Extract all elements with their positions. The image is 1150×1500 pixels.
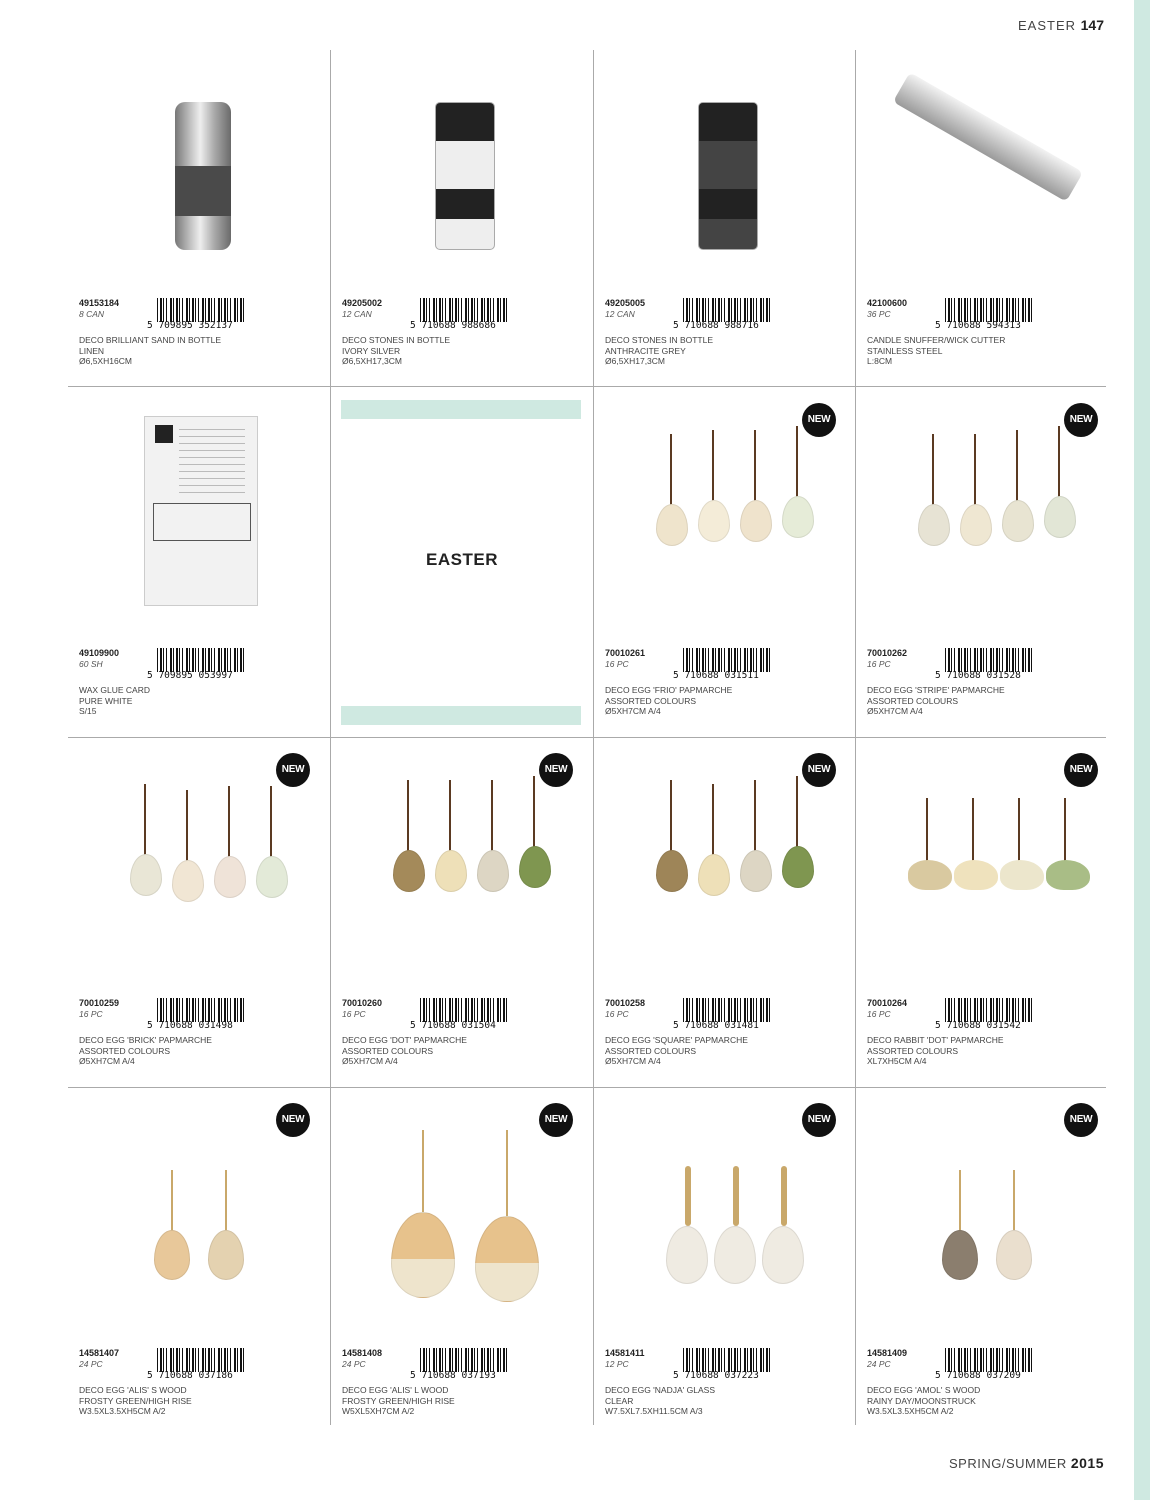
desc-line: LINEN bbox=[79, 345, 105, 356]
egg bbox=[918, 504, 950, 546]
product-code: 14581408 bbox=[342, 1348, 383, 1358]
new-badge: NEW bbox=[802, 753, 836, 787]
barcode bbox=[147, 1348, 247, 1382]
jute-cord bbox=[781, 1166, 787, 1226]
new-badge: NEW bbox=[802, 1103, 836, 1137]
product-qty: 16 PC bbox=[79, 1009, 103, 1019]
barcode-bars bbox=[683, 1348, 771, 1372]
product-grid bbox=[68, 50, 1106, 1425]
hanging-string bbox=[1018, 798, 1020, 864]
barcode bbox=[410, 298, 510, 332]
barcode-number: 5 710688 037186 bbox=[147, 1370, 233, 1381]
product-description bbox=[867, 1035, 1107, 1067]
barcode bbox=[147, 648, 247, 682]
product-code: 49205002 bbox=[342, 298, 383, 308]
hanging-string bbox=[1064, 798, 1066, 864]
barcode-bars bbox=[945, 998, 1033, 1022]
egg bbox=[656, 850, 688, 892]
new-badge: NEW bbox=[1064, 753, 1098, 787]
desc-line: DECO EGG 'AMOL' S WOOD bbox=[867, 1385, 981, 1395]
product-qty: 24 PC bbox=[79, 1359, 103, 1369]
product-qty: 16 PC bbox=[342, 1009, 366, 1019]
bottle bbox=[175, 102, 231, 250]
desc-line: S/15 bbox=[79, 706, 97, 716]
wood-egg bbox=[942, 1230, 978, 1280]
barcode-number: 5 710688 037193 bbox=[410, 1370, 496, 1381]
product-qty: 16 PC bbox=[605, 1009, 629, 1019]
hanging-string bbox=[972, 798, 974, 864]
rabbit bbox=[954, 860, 998, 890]
barcode bbox=[935, 298, 1035, 332]
product-card[interactable] bbox=[856, 1100, 1118, 1450]
desc-line: W3.5XL3.5XH5CM A/2 bbox=[79, 1406, 166, 1416]
hanging-string bbox=[712, 784, 714, 856]
product-card[interactable] bbox=[856, 50, 1118, 400]
egg bbox=[782, 846, 814, 888]
product-description bbox=[605, 1035, 845, 1067]
product-image bbox=[868, 58, 1106, 290]
product-qty: 12 CAN bbox=[605, 309, 635, 319]
product-description bbox=[79, 685, 319, 717]
product-info bbox=[342, 1348, 582, 1417]
page-footer bbox=[949, 1455, 1104, 1471]
egg bbox=[519, 846, 551, 888]
barcode-bars bbox=[945, 298, 1033, 322]
barcode bbox=[410, 1348, 510, 1382]
product-code: 49109900 bbox=[79, 648, 120, 658]
desc-line: DECO EGG 'FRIO' PAPMARCHE bbox=[605, 685, 733, 695]
new-badge: NEW bbox=[1064, 403, 1098, 437]
barcode bbox=[673, 1348, 773, 1382]
product-qty: 16 PC bbox=[605, 659, 629, 669]
barcode-number: 5 710688 037209 bbox=[935, 1370, 1021, 1381]
product-image bbox=[343, 1108, 581, 1340]
wood-egg bbox=[154, 1230, 190, 1280]
desc-line: FROSTY GREEN/HIGH RISE bbox=[342, 1395, 455, 1406]
barcode-number: 5 710688 031511 bbox=[673, 670, 759, 681]
desc-line: XL7XH5CM A/4 bbox=[867, 1056, 927, 1066]
product-image bbox=[868, 1108, 1106, 1340]
banner-stripe-top bbox=[341, 400, 581, 419]
product-info bbox=[342, 298, 582, 367]
jute-cord bbox=[685, 1166, 691, 1226]
desc-line: Ø5XH7CM A/4 bbox=[867, 706, 923, 716]
product-info bbox=[79, 648, 319, 717]
desc-line: DECO RABBIT 'DOT' PAPMARCHE bbox=[867, 1035, 1004, 1045]
egg bbox=[782, 496, 814, 538]
glue-card bbox=[144, 416, 258, 606]
desc-line: Ø5XH7CM A/4 bbox=[605, 1056, 661, 1066]
barcode bbox=[147, 298, 247, 332]
hanging-string bbox=[754, 780, 756, 852]
egg bbox=[477, 850, 509, 892]
product-image bbox=[606, 408, 844, 640]
barcode bbox=[935, 998, 1035, 1032]
egg bbox=[214, 856, 246, 898]
page-number: 147 bbox=[1080, 17, 1104, 33]
desc-line: DECO EGG 'ALIS' S WOOD bbox=[79, 1385, 187, 1395]
desc-line: WAX GLUE CARD bbox=[79, 685, 151, 695]
desc-line: W3.5XL3.5XH5CM A/2 bbox=[867, 1406, 954, 1416]
banner-stripe-bottom bbox=[341, 706, 581, 725]
side-accent-stripe bbox=[1134, 0, 1150, 1500]
desc-line: DECO EGG 'NADJA' GLASS bbox=[605, 1385, 715, 1395]
hanging-string bbox=[144, 784, 146, 856]
egg bbox=[698, 854, 730, 896]
barcode bbox=[673, 648, 773, 682]
rabbit bbox=[1046, 860, 1090, 890]
barcode-bars bbox=[420, 298, 508, 322]
new-badge: NEW bbox=[539, 1103, 573, 1137]
product-image bbox=[80, 408, 318, 640]
desc-line: Ø5XH7CM A/4 bbox=[79, 1056, 135, 1066]
product-description bbox=[605, 685, 845, 717]
hanging-string bbox=[491, 780, 493, 852]
wood-egg bbox=[208, 1230, 244, 1280]
product-qty: 12 CAN bbox=[342, 309, 372, 319]
barcode-number: 5 710688 031481 bbox=[673, 1020, 759, 1031]
jute-string bbox=[225, 1170, 227, 1232]
desc-line: CLEAR bbox=[605, 1395, 634, 1406]
barcode-number: 5 710688 594313 bbox=[935, 320, 1021, 331]
product-info bbox=[867, 298, 1107, 367]
product-info bbox=[605, 1348, 845, 1417]
desc-line: CANDLE SNUFFER/WICK CUTTER bbox=[867, 335, 1006, 345]
hanging-string bbox=[407, 780, 409, 852]
egg bbox=[960, 504, 992, 546]
product-qty: 16 PC bbox=[867, 659, 891, 669]
product-qty: 60 SH bbox=[79, 659, 103, 669]
hanging-string bbox=[270, 786, 272, 858]
product-code: 14581407 bbox=[79, 1348, 120, 1358]
product-code: 70010264 bbox=[867, 998, 908, 1008]
product-qty: 12 PC bbox=[605, 1359, 629, 1369]
egg bbox=[698, 500, 730, 542]
product-image bbox=[868, 408, 1106, 640]
jar bbox=[698, 102, 758, 250]
product-description bbox=[605, 1385, 845, 1417]
barcode-bars bbox=[157, 998, 245, 1022]
desc-line: DECO EGG 'STRIPE' PAPMARCHE bbox=[867, 685, 1005, 695]
product-image bbox=[80, 1108, 318, 1340]
egg bbox=[172, 860, 204, 902]
new-badge: NEW bbox=[276, 753, 310, 787]
new-badge: NEW bbox=[539, 753, 573, 787]
barcode bbox=[935, 648, 1035, 682]
new-badge: NEW bbox=[802, 403, 836, 437]
barcode-number: 5 710688 037223 bbox=[673, 1370, 759, 1381]
desc-line: ASSORTED COLOURS bbox=[867, 695, 959, 706]
banner-title: EASTER bbox=[426, 550, 498, 569]
egg bbox=[435, 850, 467, 892]
barcode-bars bbox=[683, 298, 771, 322]
barcode-number: 5 710688 988716 bbox=[673, 320, 759, 331]
barcode-bars bbox=[420, 998, 508, 1022]
hanging-string bbox=[449, 780, 451, 852]
hanging-string bbox=[754, 430, 756, 502]
product-code: 70010262 bbox=[867, 648, 908, 658]
desc-line: ASSORTED COLOURS bbox=[605, 1045, 697, 1056]
barcode-bars bbox=[683, 648, 771, 672]
desc-line: ASSORTED COLOURS bbox=[605, 695, 697, 706]
product-description bbox=[79, 335, 319, 367]
product-qty: 8 CAN bbox=[79, 309, 105, 319]
rabbit bbox=[1000, 860, 1044, 890]
desc-line: Ø6,5XH17,3CM bbox=[342, 356, 402, 366]
barcode-bars bbox=[945, 1348, 1033, 1372]
barcode-bars bbox=[420, 1348, 508, 1372]
product-card[interactable] bbox=[68, 1100, 330, 1450]
product-card[interactable] bbox=[68, 750, 330, 1100]
jute-string bbox=[1013, 1170, 1015, 1232]
product-info bbox=[605, 648, 845, 717]
glass-egg bbox=[714, 1226, 756, 1284]
rabbit bbox=[908, 860, 952, 890]
hanging-string bbox=[974, 434, 976, 506]
product-description bbox=[867, 685, 1107, 717]
desc-line: DECO EGG 'ALIS' L WOOD bbox=[342, 1385, 449, 1395]
egg bbox=[740, 850, 772, 892]
product-card[interactable] bbox=[856, 400, 1118, 750]
product-image bbox=[606, 58, 844, 290]
product-info bbox=[867, 648, 1107, 717]
jute-string bbox=[959, 1170, 961, 1232]
egg bbox=[1044, 496, 1076, 538]
product-image bbox=[606, 758, 844, 990]
desc-line: L:8CM bbox=[867, 356, 893, 366]
easter-banner bbox=[331, 400, 593, 750]
egg bbox=[393, 850, 425, 892]
product-description bbox=[342, 335, 582, 367]
season-label: SPRING/SUMMER bbox=[948, 1456, 1067, 1471]
desc-line: PURE WHITE bbox=[79, 695, 133, 706]
desc-line: STAINLESS STEEL bbox=[867, 345, 943, 356]
egg bbox=[130, 854, 162, 896]
barcode-number: 5 710688 031542 bbox=[935, 1020, 1021, 1031]
product-card[interactable] bbox=[594, 1100, 856, 1450]
product-image bbox=[343, 58, 581, 290]
desc-line: DECO BRILLIANT SAND IN BOTTLE bbox=[79, 335, 222, 345]
product-info bbox=[605, 298, 845, 367]
desc-line: RAINY DAY/MOONSTRUCK bbox=[867, 1395, 976, 1406]
product-card[interactable] bbox=[68, 400, 330, 750]
product-image bbox=[868, 758, 1106, 990]
desc-line: Ø5XH7CM A/4 bbox=[342, 1056, 398, 1066]
desc-line: DECO EGG 'DOT' PAPMARCHE bbox=[342, 1035, 467, 1045]
desc-line: ASSORTED COLOURS bbox=[79, 1045, 171, 1056]
year-label: 2015 bbox=[1070, 1455, 1104, 1471]
section-name: EASTER bbox=[1018, 18, 1077, 33]
product-card[interactable] bbox=[856, 750, 1118, 1100]
barcode-number: 5 710688 031498 bbox=[147, 1020, 233, 1031]
product-description bbox=[605, 335, 845, 367]
product-code: 14581411 bbox=[605, 1348, 645, 1358]
desc-line: ASSORTED COLOURS bbox=[867, 1045, 959, 1056]
egg bbox=[656, 504, 688, 546]
wood-egg bbox=[391, 1212, 455, 1298]
jute-cord bbox=[733, 1166, 739, 1226]
product-card[interactable] bbox=[331, 1100, 593, 1450]
barcode bbox=[410, 998, 510, 1032]
product-info bbox=[867, 1348, 1107, 1417]
product-info bbox=[79, 998, 319, 1067]
product-description bbox=[867, 1385, 1107, 1417]
product-qty: 24 PC bbox=[342, 1359, 366, 1369]
barcode-number: 5 709895 352137 bbox=[147, 320, 233, 331]
product-image bbox=[343, 758, 581, 990]
jute-string bbox=[171, 1170, 173, 1232]
hanging-string bbox=[796, 776, 798, 848]
hanging-string bbox=[186, 790, 188, 862]
product-info bbox=[79, 1348, 319, 1417]
hanging-string bbox=[533, 776, 535, 848]
product-code: 49205005 bbox=[605, 298, 646, 308]
desc-line: DECO EGG 'SQUARE' PAPMARCHE bbox=[605, 1035, 748, 1045]
desc-line: IVORY SILVER bbox=[342, 345, 401, 356]
product-code: 42100600 bbox=[867, 298, 908, 308]
barcode bbox=[147, 998, 247, 1032]
product-card[interactable] bbox=[331, 50, 593, 400]
product-card[interactable] bbox=[594, 750, 856, 1100]
desc-line: Ø6,5XH17,3CM bbox=[605, 356, 665, 366]
product-code: 70010260 bbox=[342, 998, 383, 1008]
barcode-number: 5 710688 988686 bbox=[410, 320, 496, 331]
product-qty: 16 PC bbox=[867, 1009, 891, 1019]
barcode-bars bbox=[683, 998, 771, 1022]
product-image bbox=[80, 58, 318, 290]
product-info bbox=[79, 298, 319, 367]
product-code: 49153184 bbox=[79, 298, 120, 308]
wood-egg bbox=[996, 1230, 1032, 1280]
barcode-bars bbox=[157, 1348, 245, 1372]
product-code: 70010259 bbox=[79, 998, 120, 1008]
product-image bbox=[80, 758, 318, 990]
barcode-bars bbox=[157, 648, 245, 672]
wood-egg bbox=[475, 1216, 539, 1302]
product-card[interactable] bbox=[331, 750, 593, 1100]
barcode bbox=[673, 298, 773, 332]
glass-egg bbox=[762, 1226, 804, 1284]
snuffer bbox=[893, 72, 1083, 201]
desc-line: W5XL5XH7CM A/2 bbox=[342, 1406, 415, 1416]
hanging-string bbox=[1058, 426, 1060, 498]
product-description bbox=[342, 1385, 582, 1417]
product-description bbox=[342, 1035, 582, 1067]
barcode-number: 5 710688 031528 bbox=[935, 670, 1021, 681]
desc-line: DECO STONES IN BOTTLE bbox=[605, 335, 714, 345]
desc-line: DECO EGG 'BRICK' PAPMARCHE bbox=[79, 1035, 212, 1045]
hanging-string bbox=[1016, 430, 1018, 502]
hanging-string bbox=[228, 786, 230, 858]
egg bbox=[1002, 500, 1034, 542]
barcode-number: 5 710688 031504 bbox=[410, 1020, 496, 1031]
hanging-string bbox=[712, 430, 714, 502]
barcode-bars bbox=[157, 298, 245, 322]
product-card[interactable] bbox=[594, 400, 856, 750]
product-code: 70010258 bbox=[605, 998, 646, 1008]
desc-line: Ø5XH7CM A/4 bbox=[605, 706, 661, 716]
egg bbox=[256, 856, 288, 898]
desc-line: DECO STONES IN BOTTLE bbox=[342, 335, 451, 345]
desc-line: FROSTY GREEN/HIGH RISE bbox=[79, 1395, 192, 1406]
hanging-string bbox=[796, 426, 798, 498]
hanging-string bbox=[932, 434, 934, 506]
product-card[interactable] bbox=[594, 50, 856, 400]
product-description bbox=[79, 1035, 319, 1067]
desc-line: W7.5XL7.5XH11.5CM A/3 bbox=[605, 1406, 703, 1416]
hanging-string bbox=[926, 798, 928, 864]
product-info bbox=[867, 998, 1107, 1067]
barcode-number: 5 709895 053997 bbox=[147, 670, 233, 681]
glass-egg bbox=[666, 1226, 708, 1284]
jute-string bbox=[422, 1130, 424, 1216]
product-card[interactable] bbox=[68, 50, 330, 400]
desc-line: ANTHRACITE GREY bbox=[605, 345, 686, 356]
product-image bbox=[606, 1108, 844, 1340]
page-header bbox=[1018, 17, 1104, 33]
hanging-string bbox=[670, 434, 672, 506]
barcode-bars bbox=[945, 648, 1033, 672]
product-code: 70010261 bbox=[605, 648, 646, 658]
product-code: 14581409 bbox=[867, 1348, 908, 1358]
new-badge: NEW bbox=[276, 1103, 310, 1137]
desc-line: ASSORTED COLOURS bbox=[342, 1045, 434, 1056]
product-info bbox=[342, 998, 582, 1067]
jute-string bbox=[506, 1130, 508, 1220]
product-description bbox=[867, 335, 1107, 367]
barcode bbox=[935, 1348, 1035, 1382]
product-description bbox=[79, 1385, 319, 1417]
barcode bbox=[673, 998, 773, 1032]
jar bbox=[435, 102, 495, 250]
new-badge: NEW bbox=[1064, 1103, 1098, 1137]
hanging-string bbox=[670, 780, 672, 852]
product-info bbox=[605, 998, 845, 1067]
product-qty: 24 PC bbox=[867, 1359, 891, 1369]
product-qty: 36 PC bbox=[867, 309, 891, 319]
egg bbox=[740, 500, 772, 542]
desc-line: Ø6,5XH16CM bbox=[79, 356, 132, 366]
